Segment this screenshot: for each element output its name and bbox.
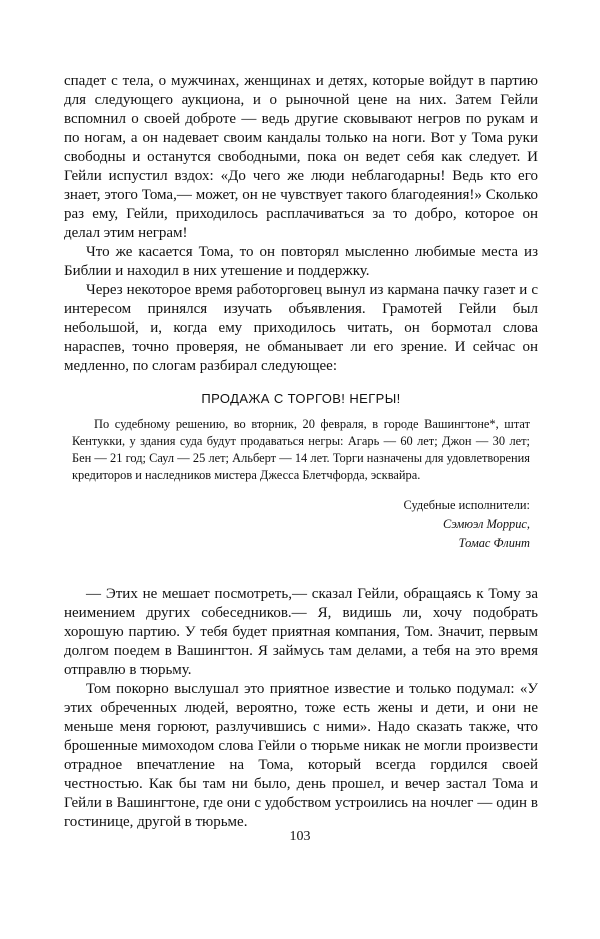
section-spacer xyxy=(64,553,538,585)
paragraph-tom-bible: Что же касается Тома, то он повторял мысленно любимые места из Библии и находил в них утешение и поддержку. xyxy=(64,244,538,279)
notice-body: По судебному решению, во вторник, 20 февраля, в городе Вашингтоне*, штат Кентукки, у здания суда будут продаваться негры: Агарь — 60 лет; Джон — 30 лет; Бен — 21 год; Саул — 25 лет; Альберт — 14 лет. Торги назначены для удовлетворения кредиторов и наследников мистера Джесса Блетчфорда, эсквайра. xyxy=(72,417,530,482)
sale-notice xyxy=(64,390,538,553)
signer-flint: Томас Флинт xyxy=(458,536,530,550)
page-number: 103 xyxy=(289,829,311,844)
page-text xyxy=(64,72,538,832)
notice-title: ПРОДАЖА С ТОРГОВ! НЕГРЫ! xyxy=(201,391,401,406)
notice-signature xyxy=(64,496,530,553)
paragraph-haley-speech: — Этих не мешает посмотреть,— сказал Гейли, обращаясь к Тому за неимением других собеседников.— Я, видишь ли, хочу подобрать хорошую партию. У тебя будет приятная компания, Том. Значит, первым долгом поедем в Вашингтон. Я займусь там делами, а тебя на это время отправлю в тюрьму. xyxy=(64,586,538,678)
paragraph-tom-thoughts: Том покорно выслушал это приятное известие и только подумал: «У этих обреченных людей, вероятно, тоже есть жены и дети, и они не меньше меня горюют, разлучившись с ними». Надо сказать также, что брошенные мимоходом слова Гейли о тюрьме никак не могли произвести отрадное впечатление на Тома, который всегда гордился своей честностью. Как бы там ни было, день прошел, и вечер застал Тома и Гейли в Вашингтоне, где они с удобством устроились на ночлег — один в гостинице, другой в тюрьме. xyxy=(64,681,538,830)
paragraph-continuation: спадет с тела, о мужчинах, женщинах и детях, которые войдут в партию для следующего аукциона, и о рыночной цене на них. Затем Гейли вспомнил о своей доброте — ведь другие сковывают негров по рукам и по ногам, а он надевает своим кандалы только на ноги. Вот у Тома руки свободны и останутся свободными, пока он ведет себя как следует. И Гейли испустил вздох: «До чего же люди неблагодарны! Ведь кто его знает, этого Тома,— может, он не чувствует такого благодеяния!» Сколько раз ему, Гейли, приходилось расплачиваться за то добро, которое он делал этим неграм! xyxy=(64,73,538,241)
signature-heading: Судебные исполнители: xyxy=(403,498,530,512)
signer-morris: Сэмюэл Моррис, xyxy=(443,517,530,531)
paragraph-newspaper: Через некоторое время работорговец вынул из кармана пачку газет и с интересом принялся изучать объявления. Грамотей Гейли был небольшой, и, когда ему приходилось читать, он бормотал слова нараспев, точно проверяя, не обманывает ли его зрение. И сейчас он медленно, по слогам разбирал следующее: xyxy=(64,282,538,374)
